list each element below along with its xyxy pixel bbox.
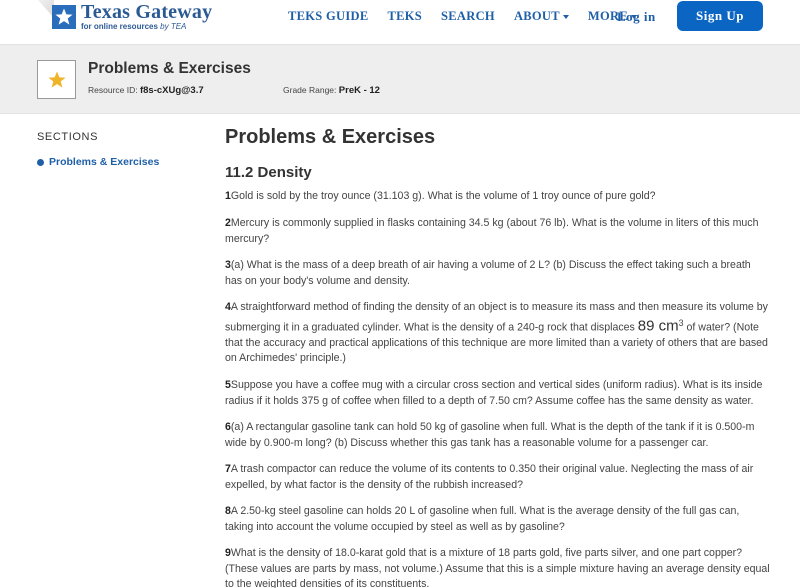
problem-item: 4A straightforward method of finding the density of an object is to measure its mass and then measure its volume by submerging it in a graduated cylinder. What is the density of a 240-g rock that displaces 89 $cm^3$ of water? (Note that the accuracy and practical applications of this technique are more limited than a variety of others that are based on Archimedes' principle.) <box>225 301 768 365</box>
resource-title: Problems & Exercises <box>88 60 251 77</box>
nav-search[interactable]: SEARCH <box>441 9 495 23</box>
grade-range: Grade Range: PreK - 12 <box>283 85 380 96</box>
logo-subtitle: for online resources by TEA <box>81 22 187 31</box>
star-logo-icon <box>52 5 76 29</box>
nav-teks-guide[interactable]: TEKS GUIDE <box>288 9 369 23</box>
problem-item: 1Gold is sold by the troy ounce (31.103 g). What is the volume of 1 troy ounce of pure gold? <box>225 190 656 202</box>
signup-button[interactable]: Sign Up <box>677 1 763 31</box>
nav-more[interactable]: MORE <box>588 9 637 24</box>
login-link[interactable]: Log in <box>617 9 656 24</box>
top-navbar <box>0 0 800 44</box>
sidebar-item-problems-exercises[interactable]: Problems & Exercises <box>37 156 159 168</box>
problem-item: 2Mercury is commonly supplied in flasks containing 34.5 kg (about 76 lb). What is the volume in liters of this much mercury? <box>225 217 759 245</box>
problem-item: 3(a) What is the mass of a deep breath of air having a volume of 2 L? (b) Discuss the effect taking such a breath has on your body's volume and density. <box>225 259 751 287</box>
page-title: Problems & Exercises <box>225 126 436 148</box>
logo-title: Texas Gateway <box>81 1 213 23</box>
problem-item: 9What is the density of 18.0-karat gold that is a mixture of 18 parts gold, five parts silver, and one part copper? (These values are parts by mass, not volume.) Assume that this is a simple mixture having an average density equal to the weighted densities of its constituents. <box>225 547 770 588</box>
problem-item: 7A trash compactor can reduce the volume of its contents to 0.350 their original value. Neglecting the mass of air expelled, by what factor is the density of the rubbish increased? <box>225 463 754 491</box>
resource-header <box>0 44 800 114</box>
bullet-dot-icon <box>37 159 44 166</box>
nav-about[interactable]: ABOUT <box>514 9 569 24</box>
sections-heading: SECTIONS <box>37 131 99 143</box>
section-title: 11.2 Density <box>225 164 312 181</box>
problem-item: 6(a) A rectangular gasoline tank can hold 50 kg of gasoline when full. What is the depth of the tank if it is 0.500-m wide by 0.900-m long? (b) Discuss whether this gas tank has a reasonable volume for a passenger car. <box>225 421 755 449</box>
texas-gateway-logo[interactable] <box>52 2 212 31</box>
chevron-down-icon <box>563 15 569 19</box>
problem-item: 8A 2.50-kg steel gasoline can holds 20 L of gasoline when full. What is the average density of the full gas can, taking into account the volume occupied by steel as well as by gasoline? <box>225 505 740 533</box>
favorite-star-icon[interactable] <box>37 60 76 99</box>
nav-teks[interactable]: TEKS <box>387 9 423 23</box>
resource-id: Resource ID: f8s-cXUg@3.7 <box>88 85 204 96</box>
problem-item: 5Suppose you have a coffee mug with a circular cross section and vertical sides (uniform radius). What is its inside radius if it holds 375 g of coffee when filled to a depth of 7.50 cm? Assume coffee has the same density as water. <box>225 379 763 407</box>
main-nav <box>288 9 656 24</box>
